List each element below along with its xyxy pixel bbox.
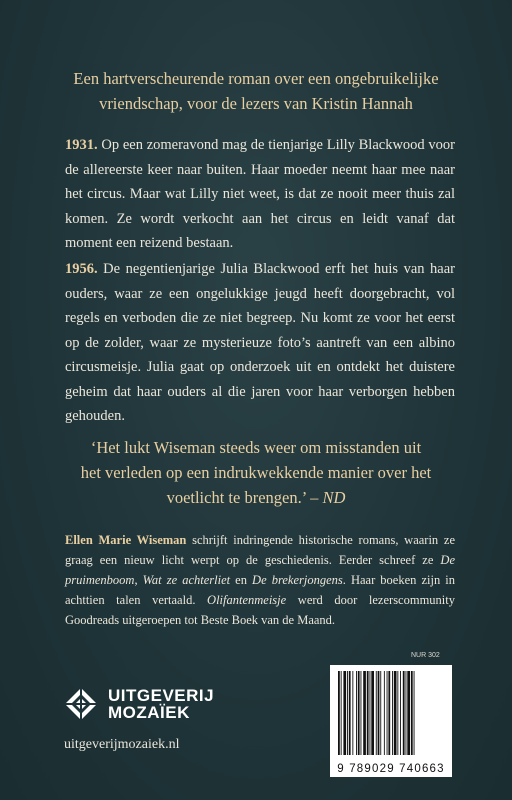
book-title: De pruimenboom	[65, 553, 455, 587]
barcode-bar	[358, 671, 360, 755]
quote-source: ND	[322, 488, 346, 507]
synopsis-paragraph-1931	[65, 133, 455, 256]
barcode-bar	[384, 671, 385, 755]
barcode-bar	[397, 671, 398, 755]
barcode-bar	[380, 671, 381, 755]
barcode-bar	[371, 671, 374, 755]
barcode-bar	[414, 671, 415, 755]
quote-line: het verleden op een indrukwekkende manier over het	[80, 463, 432, 482]
barcode-bar	[338, 671, 340, 755]
barcode-bar	[363, 671, 366, 755]
mozaiek-logo-icon	[64, 687, 98, 721]
publisher-logo	[64, 687, 214, 721]
publisher-url: uitgeverijmozaiek.nl	[64, 737, 180, 752]
year-label: 1956.	[65, 261, 98, 277]
tagline-line: Een hartverscheurende roman over een ongebruikelijke	[73, 69, 439, 88]
book-title: Olifantenmeisje	[207, 593, 287, 607]
barcode-bar	[407, 671, 410, 755]
barcode-bar	[400, 671, 401, 755]
isbn-barcode	[330, 665, 452, 777]
author-name: Ellen Marie Wiseman	[65, 533, 187, 547]
quote-text: voetlicht te brengen.’ –	[166, 488, 323, 507]
publisher-name-line: UITGEVERIJ	[108, 686, 215, 705]
nur-code: NUR 302	[411, 652, 440, 659]
bio-text: . Haar boeken zijn in achttien talen vertaald.	[65, 573, 455, 607]
quote-line: ‘Het lukt Wiseman steeds weer om misstanden uit	[90, 438, 422, 457]
barcode-bar	[343, 671, 346, 755]
press-quote	[40, 435, 472, 510]
barcode-bars-icon	[336, 671, 446, 757]
synopsis-paragraph-1956	[65, 257, 455, 429]
barcode-bar	[370, 671, 371, 755]
barcode-bar	[349, 671, 351, 755]
barcode-bar	[403, 671, 405, 755]
barcode-bar	[387, 671, 388, 755]
barcode-bar	[352, 671, 353, 755]
isbn-number: 9 789029 740663	[337, 763, 445, 775]
publisher-name-line: MOZAÏEK	[108, 703, 190, 722]
paragraph-text: De negentienjarige Julia Blackwood erft het huis van haar ouders, waar ze een ongelukkige jeugd heeft doorgebracht, vol regels en verboden die ze niet begreep. Nu komt ze voor het eerst op de zolder, waar ze mysterieuze foto’s aantreft van een albino circusmeisje. Julia gaat op onderzoek uit en ontdekt het duistere geheim dat haar ouders al die jaren voor haar verborgen hebben gehouden.	[65, 261, 455, 424]
bio-text: werd door lezerscommunity Goodreads uitgeroepen tot Beste Boek van de Maand.	[65, 593, 456, 627]
barcode-bar	[411, 671, 413, 755]
barcode-bar	[367, 671, 369, 755]
barcode-bar	[341, 671, 342, 755]
tagline-line: vriendschap, voor de lezers van Kristin Hannah	[99, 94, 413, 113]
barcode-bar	[394, 671, 397, 755]
publisher-name	[108, 687, 214, 721]
bio-text: ,	[134, 573, 143, 587]
bio-text: en	[230, 573, 253, 587]
barcode-bar	[406, 671, 407, 755]
barcode-bar	[347, 671, 348, 755]
quote-line	[40, 485, 472, 510]
book-title: De brekerjongens	[252, 573, 343, 587]
barcode-bar	[361, 671, 362, 755]
author-bio	[65, 530, 455, 630]
barcode-bar	[378, 671, 380, 755]
bio-text: schrijft indringende historische romans, waarin ze graag een nieuw licht werpt op de geschiedenis. Eerder schreef ze	[65, 533, 455, 567]
year-label: 1931.	[65, 137, 98, 153]
paragraph-text: Op een zomeravond mag de tienjarige Lilly Blackwood voor de allereerste keer naar buiten. Haar moeder neemt haar mee naar het circus. Maar wat Lilly niet weet, is dat ze nooit meer thuis zal komen. Ze wordt verkocht aan het circus en leidt vanaf dat moment een reizend bestaan.	[65, 137, 456, 251]
barcode-bar	[388, 671, 390, 755]
tagline	[40, 66, 472, 116]
barcode-bar	[376, 671, 377, 755]
barcode-bar	[392, 671, 393, 755]
barcode-bar	[356, 671, 357, 755]
book-title: Wat ze achterliet	[142, 573, 231, 587]
